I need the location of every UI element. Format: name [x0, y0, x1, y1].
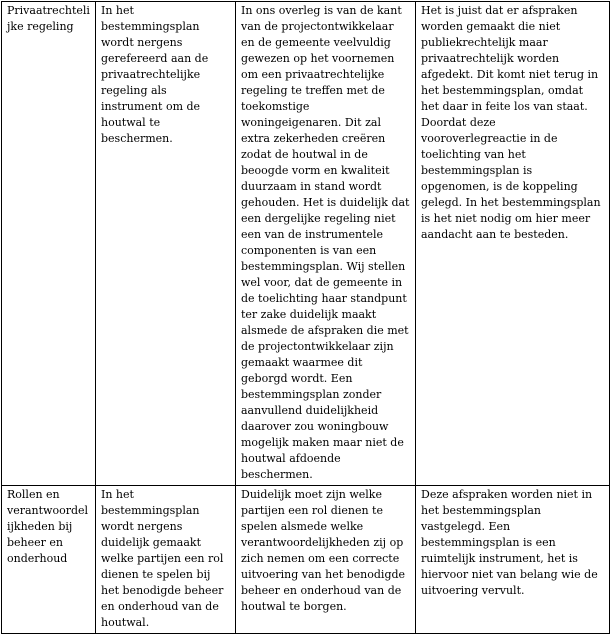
- comment-cell: In ons overleg is van de kant van de projectontwikkelaar en de gemeente veelvuldig gewezen op het voornemen om een privaatrechtelijke regeling te treffen met de toekomstige woningeigenaren. Dit zal extra zekerheden creëren zodat de houtwal in de beoogde vorm en kwaliteit duurzaam in stand wordt gehouden. Het is duidelijk dat een dergelijke regeling niet een van de instrumentele componenten is van een bestemmingsplan. Wij stellen wel voor, dat de gemeente in de toelichting haar standpunt ter zake duidelijk maakt alsmede de afspraken die met de projectontwikkelaar zijn gemaakt waarmee dit geborgd wordt. Een bestemmingsplan zonder aanvullend duidelijkheid daarover zou woningbouw mogelijk maken maar niet de houtwal afdoende beschermen.: [236, 2, 416, 486]
- response-cell: Deze afspraken worden niet in het bestemmingsplan vastgelegd. Een bestemmingsplan is een ruimtelijk instrument, het is hiervoor niet van belang wie de uitvoering vervult.: [416, 486, 610, 634]
- response-cell: Het is juist dat er afspraken worden gemaakt die niet publiekrechtelijk maar privaatrechtelijk worden afgedekt. Dit komt niet terug in het bestemmingsplan, omdat het daar in feite los van staat. Doordat deze vooroverlegreactie in de toelichting van het bestemmingsplan is opgenomen, is de koppeling gelegd. In het bestemmingsplan is het niet nodig om hier meer aandacht aan te besteden.: [416, 2, 610, 486]
- comment-cell: Duidelijk moet zijn welke partijen een rol dienen te spelen alsmede welke verantwoordelijkheden zij op zich nemen om een correcte uitvoering van het benodigde beheer en onderhoud van de houtwal te borgen.: [236, 486, 416, 634]
- situation-cell: In het bestemmingsplan wordt nergens duidelijk gemaakt welke partijen een rol dienen te spelen bij het benodigde beheer en onderhoud van de houtwal.: [96, 486, 236, 634]
- table-row: [2, 2, 610, 486]
- topic-cell: Privaatrechtelijke regeling: [2, 2, 96, 486]
- topic-cell: Rollen en verantwoordelijkheden bij beheer en onderhoud: [2, 486, 96, 634]
- consultation-table: [1, 1, 610, 634]
- situation-cell: In het bestemmingsplan wordt nergens gerefereerd aan de privaatrechtelijke regeling als instrument om de houtwal te beschermen.: [96, 2, 236, 486]
- table-row: [2, 486, 610, 634]
